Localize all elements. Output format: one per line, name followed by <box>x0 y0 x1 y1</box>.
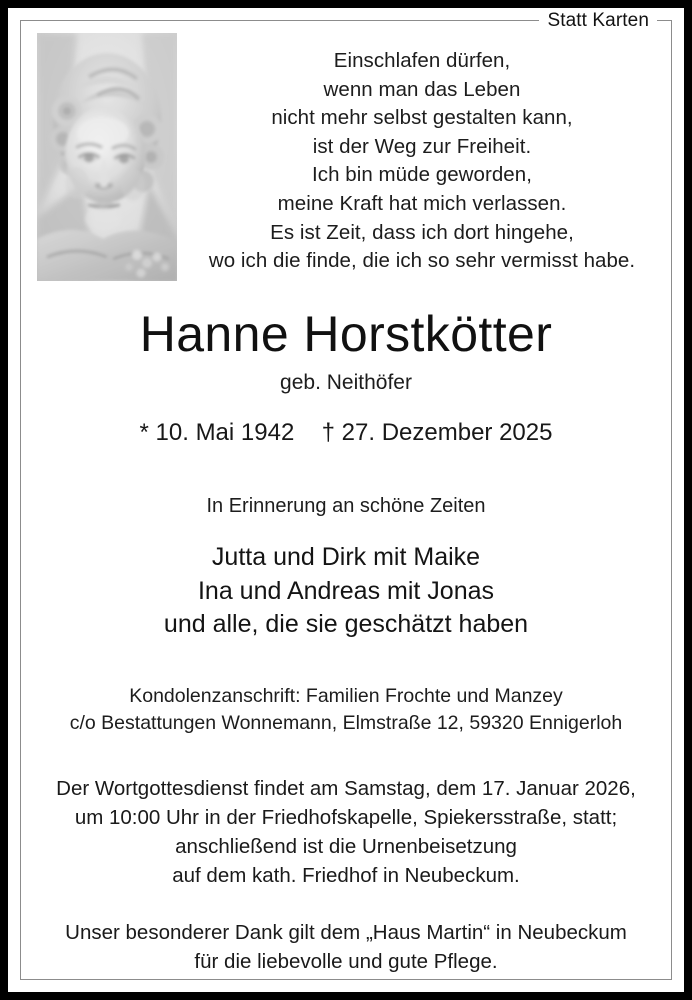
condolence-line: c/o Bestattungen Wonnemann, Elmstraße 12, 59320 Ennigerloh <box>69 712 623 734</box>
cherub-sculpture-photo <box>37 33 177 281</box>
birth-date: 10. Mai 1942 <box>155 419 295 446</box>
condolence-line: Kondolenzanschrift: Familien Frochte und Manzey <box>129 684 563 707</box>
service-line: um 10:00 Uhr in der Friedhofskapelle, Spiekersstraße, statt; <box>74 805 618 829</box>
verse-line: Einschlafen dürfen, <box>333 49 511 72</box>
mourner-line: Jutta und Dirk mit Maike <box>211 543 481 571</box>
mourner-line: Ina und Andreas mit Jonas <box>197 576 495 605</box>
verse-line: ist der Weg zur Freiheit. <box>312 134 532 158</box>
mourner-line: und alle, die sie geschätzt haben <box>163 610 529 638</box>
death-symbol: † <box>321 419 335 446</box>
birth-symbol: * <box>139 419 149 446</box>
service-line: anschließend ist die Urnenbeisetzung <box>175 834 517 858</box>
life-dates <box>37 417 655 449</box>
verse-line: meine Kraft hat mich verlassen. <box>277 191 567 215</box>
thanks-line: für die liebevolle und gute Pflege. <box>194 949 498 973</box>
death-date: 27. Dezember 2025 <box>341 419 553 446</box>
service-details-block <box>37 774 655 890</box>
cherub-sculpture-image <box>37 33 177 281</box>
verse-line: wo ich die finde, die ich so sehr vermisst habe. <box>208 249 636 273</box>
thanks-block <box>37 918 655 976</box>
memory-line: In Erinnerung an schöne Zeiten <box>206 495 486 517</box>
verse-line: Es ist Zeit, dass ich dort hingehe, <box>270 220 574 244</box>
maiden-name: geb. Neithöfer <box>280 371 412 394</box>
deceased-name: Hanne Horstkötter <box>139 306 553 362</box>
header-block <box>37 31 655 283</box>
verse-line: wenn man das Leben <box>323 77 521 101</box>
verse-line: Ich bin müde geworden, <box>312 163 532 187</box>
notice-content <box>21 21 671 979</box>
memorial-verse <box>189 31 655 276</box>
condolence-address-block <box>37 683 655 738</box>
service-line: Der Wortgottesdienst findet am Samstag, dem 17. Januar 2026, <box>56 776 636 800</box>
service-line: auf dem kath. Friedhof in Neubeckum. <box>172 863 520 887</box>
verse-line: nicht mehr selbst gestalten kann, <box>271 106 573 130</box>
thanks-line: Unser besonderer Dank gilt dem „Haus Martin“ in Neubeckum <box>65 920 627 944</box>
deceased-name-block <box>37 305 655 398</box>
inner-frame <box>20 10 672 980</box>
mourners-block <box>37 541 655 642</box>
statt-karten-masthead: Statt Karten <box>539 8 657 33</box>
